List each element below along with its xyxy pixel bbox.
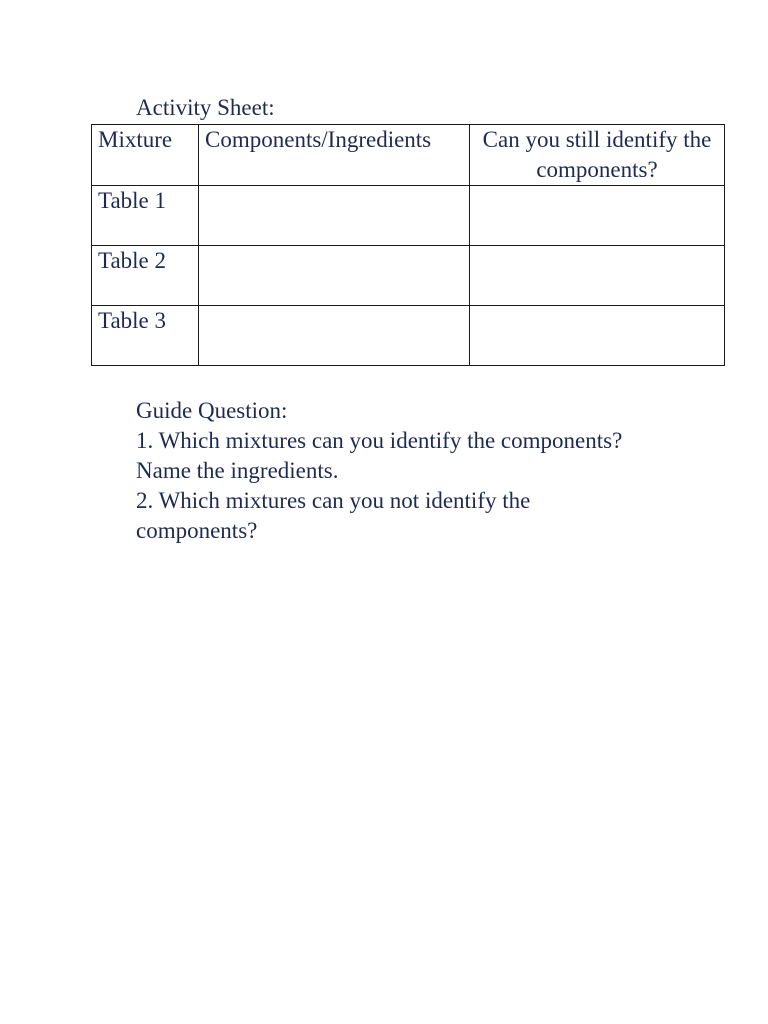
- identify-cell[interactable]: [470, 246, 725, 306]
- header-mixture: Mixture: [92, 125, 199, 186]
- components-cell[interactable]: [199, 306, 470, 366]
- guide-line: Name the ingredients.: [136, 458, 339, 483]
- components-cell[interactable]: [199, 186, 470, 246]
- identify-cell[interactable]: [470, 306, 725, 366]
- table-row: [92, 246, 725, 306]
- page-title: Activity Sheet:: [136, 95, 275, 120]
- row-label: Table 2: [92, 246, 199, 306]
- components-cell[interactable]: [199, 246, 470, 306]
- row-label: Table 1: [92, 186, 199, 246]
- guide-line: 1. Which mixtures can you identify the components?: [136, 428, 623, 453]
- row-label: Table 3: [92, 306, 199, 366]
- table-row: [92, 306, 725, 366]
- activity-table: [91, 124, 725, 366]
- guide-heading: Guide Question:: [136, 398, 288, 423]
- guide-line: components?: [136, 518, 258, 543]
- table-header-row: [92, 125, 725, 186]
- identify-cell[interactable]: [470, 186, 725, 246]
- guide-questions: [136, 396, 736, 546]
- header-identify: Can you still identify the components?: [470, 125, 725, 186]
- table-row: [92, 186, 725, 246]
- guide-line: 2. Which mixtures can you not identify the: [136, 488, 531, 513]
- header-components: Components/Ingredients: [199, 125, 470, 186]
